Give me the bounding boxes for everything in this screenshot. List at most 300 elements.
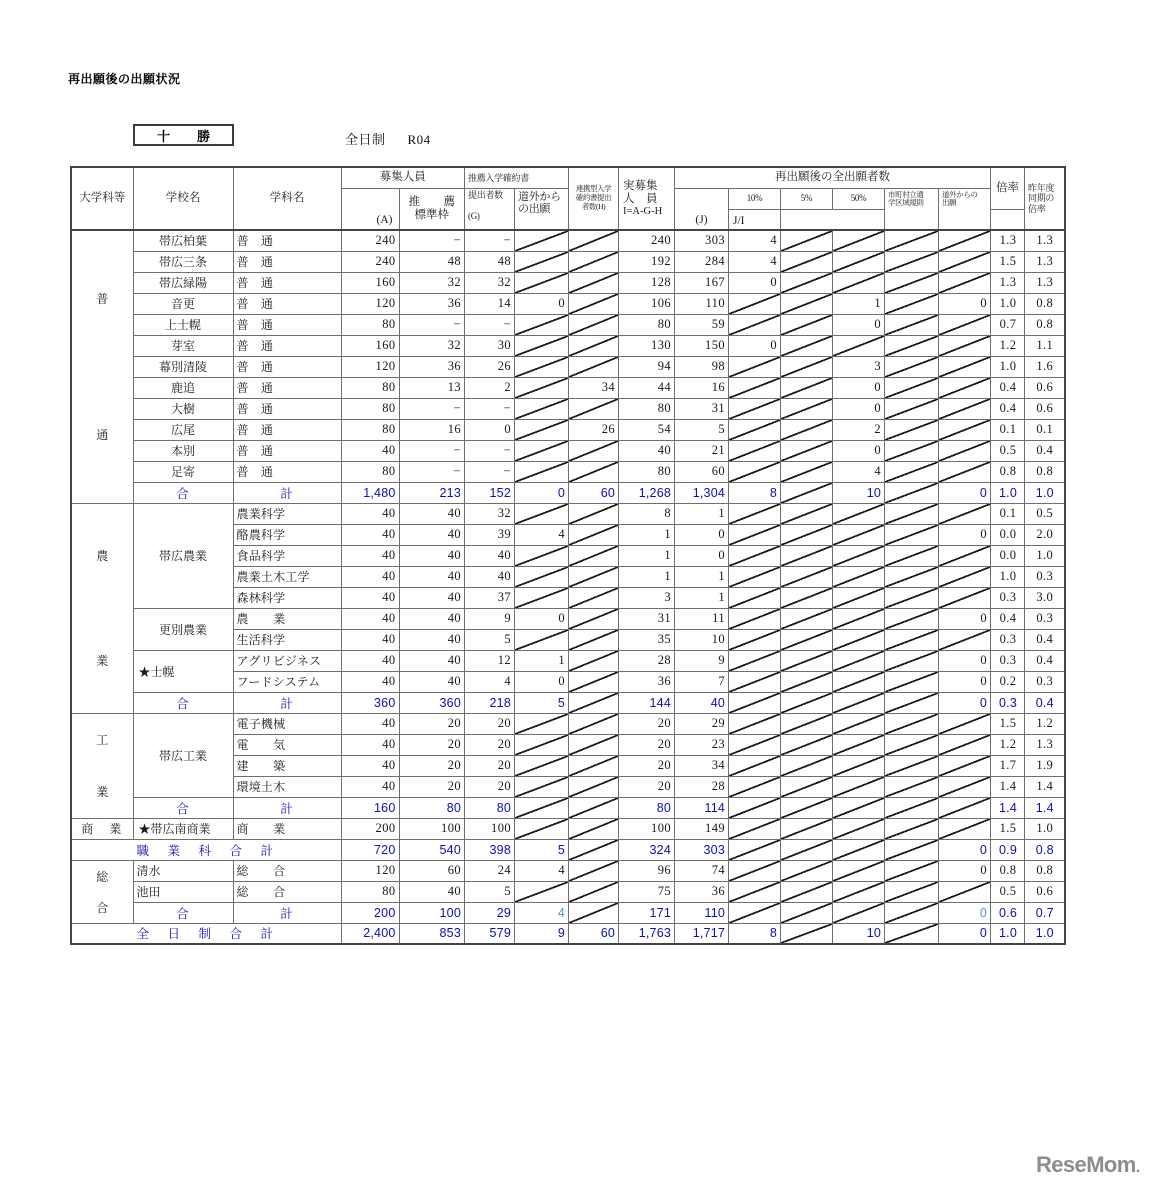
cell-ratio: 0.0: [991, 545, 1025, 566]
cell-linked: [569, 251, 619, 272]
cell-i: 96: [619, 860, 675, 881]
cell-muni: [885, 839, 939, 860]
cell-last: 1.3: [1025, 251, 1065, 272]
cell-g: 12: [465, 650, 515, 671]
cell-p5: [781, 503, 833, 524]
table-row: [71, 860, 1065, 881]
th-oa-l1: 道外からの: [942, 189, 978, 199]
cell-a: 240: [341, 251, 399, 272]
cell-ratio: 0.8: [991, 461, 1025, 482]
th-actual-l3: I=A-G-H: [623, 205, 663, 217]
cell-g: 48: [465, 251, 515, 272]
cell-ratio: 0.3: [991, 587, 1025, 608]
cell-oa: 0: [939, 524, 991, 545]
cell-p5: [781, 734, 833, 755]
cell-j: 21: [675, 440, 729, 461]
cell-a: 80: [341, 398, 399, 419]
cell-p10: [729, 524, 781, 545]
cell-j: 303: [675, 839, 729, 860]
cell-ratio: 1.0: [991, 356, 1025, 377]
cell-i: 1: [619, 524, 675, 545]
cell-last: 0.8: [1025, 839, 1065, 860]
cell-p5: [781, 629, 833, 650]
cell-rec: −: [399, 440, 465, 461]
cell-a: 40: [341, 776, 399, 797]
cell-oa: [939, 377, 991, 398]
category-char: 業: [96, 653, 109, 668]
department-cell: 普 通: [233, 335, 341, 356]
cell-j: 150: [675, 335, 729, 356]
cell-oa: [939, 335, 991, 356]
cell-outside: [515, 377, 569, 398]
cell-p5: [781, 608, 833, 629]
cell-ratio: 1.5: [991, 713, 1025, 734]
th-actual-l2: 人 員: [623, 192, 658, 205]
cell-p50: [833, 692, 885, 713]
department-cell: アグリビジネス: [233, 650, 341, 671]
cell-oa: 0: [939, 671, 991, 692]
department-cell: 食品科学: [233, 545, 341, 566]
cell-outside: 4: [515, 902, 569, 923]
cell-linked: [569, 230, 619, 251]
cell-ratio: 0.1: [991, 503, 1025, 524]
cell-muni: [885, 251, 939, 272]
cell-oa: [939, 797, 991, 818]
cell-last: 1.9: [1025, 755, 1065, 776]
cell-g: 579: [465, 923, 515, 944]
cell-linked: [569, 545, 619, 566]
category-cell: [71, 230, 133, 503]
department-cell: 普 通: [233, 293, 341, 314]
cell-p10: [729, 818, 781, 839]
cell-p10: [729, 314, 781, 335]
cell-a: 200: [341, 902, 399, 923]
cell-ratio: 0.9: [991, 839, 1025, 860]
cell-linked: [569, 398, 619, 419]
cell-muni: [885, 671, 939, 692]
cell-oa: [939, 440, 991, 461]
school-name-cell: 広尾: [133, 419, 233, 440]
table-row: [71, 818, 1065, 839]
cell-p5: [781, 755, 833, 776]
table-row: [71, 713, 1065, 734]
cell-linked: [569, 713, 619, 734]
cell-muni: [885, 461, 939, 482]
cell-rec: 40: [399, 503, 465, 524]
cell-i: 144: [619, 692, 675, 713]
cell-p5: [781, 566, 833, 587]
cell-linked: [569, 356, 619, 377]
school-name-cell: 鹿追: [133, 377, 233, 398]
cell-linked: [569, 503, 619, 524]
cell-p50: 4: [833, 461, 885, 482]
th-outside-pref: [515, 188, 569, 230]
th-actual-quota: [619, 167, 675, 230]
cell-a: 240: [341, 230, 399, 251]
th-outside-apply: [939, 188, 991, 230]
cell-outside: [515, 629, 569, 650]
cell-a: 160: [341, 797, 399, 818]
table-body: [71, 230, 1065, 944]
cell-p50: [833, 839, 885, 860]
system-label: 全日制: [345, 132, 386, 147]
cell-rec: 20: [399, 734, 465, 755]
cell-ratio: 0.5: [991, 440, 1025, 461]
cell-outside: [515, 230, 569, 251]
cell-oa: [939, 398, 991, 419]
cell-p50: 0: [833, 314, 885, 335]
cell-p50: 3: [833, 356, 885, 377]
cell-ratio: 0.4: [991, 398, 1025, 419]
cell-j: 31: [675, 398, 729, 419]
cell-muni: [885, 293, 939, 314]
department-cell: フードシステム: [233, 671, 341, 692]
department-cell: 建 築: [233, 755, 341, 776]
school-name-cell: 上士幌: [133, 314, 233, 335]
cell-p5: [781, 692, 833, 713]
cell-oa: [939, 545, 991, 566]
vocational-total-label: 職 業 科 合 計: [71, 839, 341, 860]
cell-p50: 10: [833, 923, 885, 944]
cell-last: 3.0: [1025, 587, 1065, 608]
cell-p50: [833, 335, 885, 356]
cell-g: 2: [465, 377, 515, 398]
th-muni-l2: 学区域規則: [888, 198, 924, 208]
page-title: 再出願後の出願状況: [68, 72, 181, 86]
school-name-cell: ★帯広南商業: [133, 818, 233, 839]
cell-p10: [729, 734, 781, 755]
cell-p5: [781, 860, 833, 881]
cell-p5: [781, 356, 833, 377]
cell-ratio: 1.2: [991, 335, 1025, 356]
cell-muni: [885, 524, 939, 545]
cell-oa: [939, 776, 991, 797]
cell-p10: 0: [729, 272, 781, 293]
cell-linked: 34: [569, 377, 619, 398]
cell-rec: 40: [399, 608, 465, 629]
cell-last: 0.3: [1025, 566, 1065, 587]
table-row: [71, 251, 1065, 272]
department-cell: 電 気: [233, 734, 341, 755]
cell-j: 9: [675, 650, 729, 671]
cell-rec: 853: [399, 923, 465, 944]
cell-outside: 9: [515, 923, 569, 944]
cell-outside: [515, 461, 569, 482]
cell-linked: [569, 671, 619, 692]
cell-j: 0: [675, 545, 729, 566]
cell-g: 398: [465, 839, 515, 860]
cell-linked: [569, 839, 619, 860]
cell-outside: 0: [515, 608, 569, 629]
cell-a: 40: [341, 734, 399, 755]
cell-oa: [939, 503, 991, 524]
cell-i: 106: [619, 293, 675, 314]
section-total-row: [71, 482, 1065, 503]
cell-p10: [729, 545, 781, 566]
department-cell: 普 通: [233, 440, 341, 461]
cell-ratio: 0.2: [991, 671, 1025, 692]
total-label-right: 計: [233, 902, 341, 923]
cell-rec: 36: [399, 356, 465, 377]
cell-p5: [781, 545, 833, 566]
cell-muni: [885, 902, 939, 923]
cell-i: 1,268: [619, 482, 675, 503]
cell-outside: 0: [515, 482, 569, 503]
department-cell: 普 通: [233, 251, 341, 272]
th-pct5: 5%: [781, 188, 833, 209]
cell-rec: 40: [399, 629, 465, 650]
cell-outside: [515, 566, 569, 587]
cell-i: 20: [619, 734, 675, 755]
cell-outside: [515, 818, 569, 839]
cell-a: 40: [341, 587, 399, 608]
cell-p10: [729, 461, 781, 482]
cell-g: 39: [465, 524, 515, 545]
cell-oa: 0: [939, 860, 991, 881]
cell-last: 0.8: [1025, 293, 1065, 314]
th-last-l1: 昨年度: [1028, 182, 1055, 193]
cell-i: 130: [619, 335, 675, 356]
cell-p10: [729, 356, 781, 377]
cell-p50: 0: [833, 440, 885, 461]
cell-muni: [885, 230, 939, 251]
cell-ratio: 1.5: [991, 818, 1025, 839]
cell-oa: [939, 230, 991, 251]
cell-g: 5: [465, 629, 515, 650]
cell-oa: 0: [939, 650, 991, 671]
school-name-cell: 帯広工業: [133, 713, 233, 797]
cell-a: 160: [341, 335, 399, 356]
cell-muni: [885, 881, 939, 902]
cell-p50: [833, 230, 885, 251]
cell-p10: [729, 671, 781, 692]
cell-g: 32: [465, 272, 515, 293]
cell-i: 94: [619, 356, 675, 377]
cell-muni: [885, 755, 939, 776]
school-name-cell: 大樹: [133, 398, 233, 419]
department-cell: 普 通: [233, 230, 341, 251]
cell-outside: [515, 503, 569, 524]
cell-linked: [569, 881, 619, 902]
section-total-row: [71, 902, 1065, 923]
school-name-cell: 足寄: [133, 461, 233, 482]
cell-ratio: 1.4: [991, 797, 1025, 818]
cell-p5: [781, 587, 833, 608]
th-outside-l2: の出願: [518, 203, 551, 216]
cell-last: 1.4: [1025, 776, 1065, 797]
cell-ratio: 0.4: [991, 608, 1025, 629]
cell-p10: [729, 839, 781, 860]
cell-p50: [833, 272, 885, 293]
cell-ratio: 0.6: [991, 902, 1025, 923]
resemom-watermark: [1036, 1152, 1140, 1178]
cell-oa: [939, 755, 991, 776]
th-linked-pledge: [569, 167, 619, 230]
cell-outside: [515, 314, 569, 335]
cell-p5: [781, 902, 833, 923]
cell-p50: [833, 776, 885, 797]
cell-ratio: 0.4: [991, 377, 1025, 398]
cell-p10: [729, 713, 781, 734]
cell-g: 218: [465, 692, 515, 713]
cell-i: 40: [619, 440, 675, 461]
cell-p10: [729, 398, 781, 419]
cell-last: 0.6: [1025, 398, 1065, 419]
cell-p10: [729, 629, 781, 650]
cell-muni: [885, 356, 939, 377]
cell-last: 1.2: [1025, 713, 1065, 734]
cell-last: 0.6: [1025, 881, 1065, 902]
cell-ratio: 0.3: [991, 692, 1025, 713]
department-cell: 総 合: [233, 881, 341, 902]
cell-i: 192: [619, 251, 675, 272]
cell-rec: 60: [399, 860, 465, 881]
cell-g: 40: [465, 545, 515, 566]
th-reapply-j: (J): [675, 188, 729, 230]
cell-a: 360: [341, 692, 399, 713]
cell-last: 0.8: [1025, 860, 1065, 881]
cell-p5: [781, 881, 833, 902]
th-group-reapply: 再出願後の全出願者数: [675, 167, 991, 188]
cell-last: 0.4: [1025, 650, 1065, 671]
th-muni-l1: 市町村立通: [888, 189, 924, 199]
cell-a: 120: [341, 356, 399, 377]
cell-outside: 4: [515, 860, 569, 881]
cell-j: 1: [675, 566, 729, 587]
cell-outside: [515, 776, 569, 797]
cell-p5: [781, 713, 833, 734]
cell-outside: [515, 335, 569, 356]
cell-last: 1.0: [1025, 818, 1065, 839]
school-name-cell: 本別: [133, 440, 233, 461]
cell-j: 1: [675, 587, 729, 608]
cell-linked: [569, 650, 619, 671]
th-last-l3: 倍率: [1028, 203, 1046, 214]
department-cell: 普 通: [233, 461, 341, 482]
cell-i: 80: [619, 797, 675, 818]
cell-linked: [569, 755, 619, 776]
cell-oa: [939, 818, 991, 839]
cell-a: 40: [341, 608, 399, 629]
table-row: [71, 272, 1065, 293]
cell-g: 20: [465, 734, 515, 755]
cell-i: 28: [619, 650, 675, 671]
watermark-text: ReseMom: [1036, 1152, 1136, 1177]
cell-oa: [939, 629, 991, 650]
cell-muni: [885, 377, 939, 398]
cell-muni: [885, 797, 939, 818]
cell-oa: [939, 461, 991, 482]
system-year-label: [345, 129, 431, 148]
cell-p10: [729, 692, 781, 713]
cell-g: 14: [465, 293, 515, 314]
cell-linked: [569, 692, 619, 713]
cell-outside: 0: [515, 671, 569, 692]
cell-g: 30: [465, 335, 515, 356]
cell-j: 36: [675, 881, 729, 902]
cell-p5: [781, 650, 833, 671]
cell-i: 240: [619, 230, 675, 251]
cell-i: 80: [619, 461, 675, 482]
cell-rec: 20: [399, 713, 465, 734]
cell-p50: [833, 671, 885, 692]
cell-outside: [515, 419, 569, 440]
cell-i: 75: [619, 881, 675, 902]
cell-a: 40: [341, 503, 399, 524]
cell-p10: [729, 650, 781, 671]
cell-p50: [833, 545, 885, 566]
cell-j: 5: [675, 419, 729, 440]
cell-i: 20: [619, 776, 675, 797]
cell-linked: 60: [569, 482, 619, 503]
cell-oa: [939, 713, 991, 734]
cell-j: 29: [675, 713, 729, 734]
cell-g: 32: [465, 503, 515, 524]
cell-outside: [515, 755, 569, 776]
cell-p5: [781, 923, 833, 944]
cell-ratio: 0.7: [991, 314, 1025, 335]
cell-p10: 4: [729, 230, 781, 251]
cell-g: −: [465, 398, 515, 419]
cell-rec: 13: [399, 377, 465, 398]
cell-rec: 40: [399, 566, 465, 587]
school-name-cell: 帯広緑陽: [133, 272, 233, 293]
cell-j: 167: [675, 272, 729, 293]
cell-p10: [729, 293, 781, 314]
school-name-cell: 清水: [133, 860, 233, 881]
cell-g: 4: [465, 671, 515, 692]
cell-last: 1.0: [1025, 923, 1065, 944]
cell-j: 1,717: [675, 923, 729, 944]
cell-g: 20: [465, 776, 515, 797]
cell-g: −: [465, 230, 515, 251]
cell-p50: [833, 881, 885, 902]
cell-i: 324: [619, 839, 675, 860]
table-row: [71, 356, 1065, 377]
department-cell: 農 業: [233, 608, 341, 629]
cell-a: 40: [341, 650, 399, 671]
school-name-cell: 池田: [133, 881, 233, 902]
cell-p50: 0: [833, 377, 885, 398]
cell-linked: [569, 272, 619, 293]
department-cell: 普 通: [233, 356, 341, 377]
cell-muni: [885, 314, 939, 335]
cell-g: −: [465, 440, 515, 461]
cell-muni: [885, 272, 939, 293]
cell-g: 152: [465, 482, 515, 503]
cell-p10: [729, 608, 781, 629]
cell-a: 40: [341, 629, 399, 650]
cell-i: 100: [619, 818, 675, 839]
cell-muni: [885, 629, 939, 650]
cell-p5: [781, 839, 833, 860]
cell-p10: [729, 860, 781, 881]
cell-muni: [885, 650, 939, 671]
cell-g: 29: [465, 902, 515, 923]
table-row: [71, 881, 1065, 902]
cell-outside: [515, 440, 569, 461]
cell-p5: [781, 776, 833, 797]
cell-outside: [515, 398, 569, 419]
table-row: [71, 503, 1065, 524]
cell-ratio: 0.5: [991, 881, 1025, 902]
cell-muni: [885, 503, 939, 524]
cell-i: 20: [619, 755, 675, 776]
cell-j: 11: [675, 608, 729, 629]
cell-p50: [833, 650, 885, 671]
total-label-left: 合: [133, 902, 233, 923]
cell-oa: 0: [939, 839, 991, 860]
